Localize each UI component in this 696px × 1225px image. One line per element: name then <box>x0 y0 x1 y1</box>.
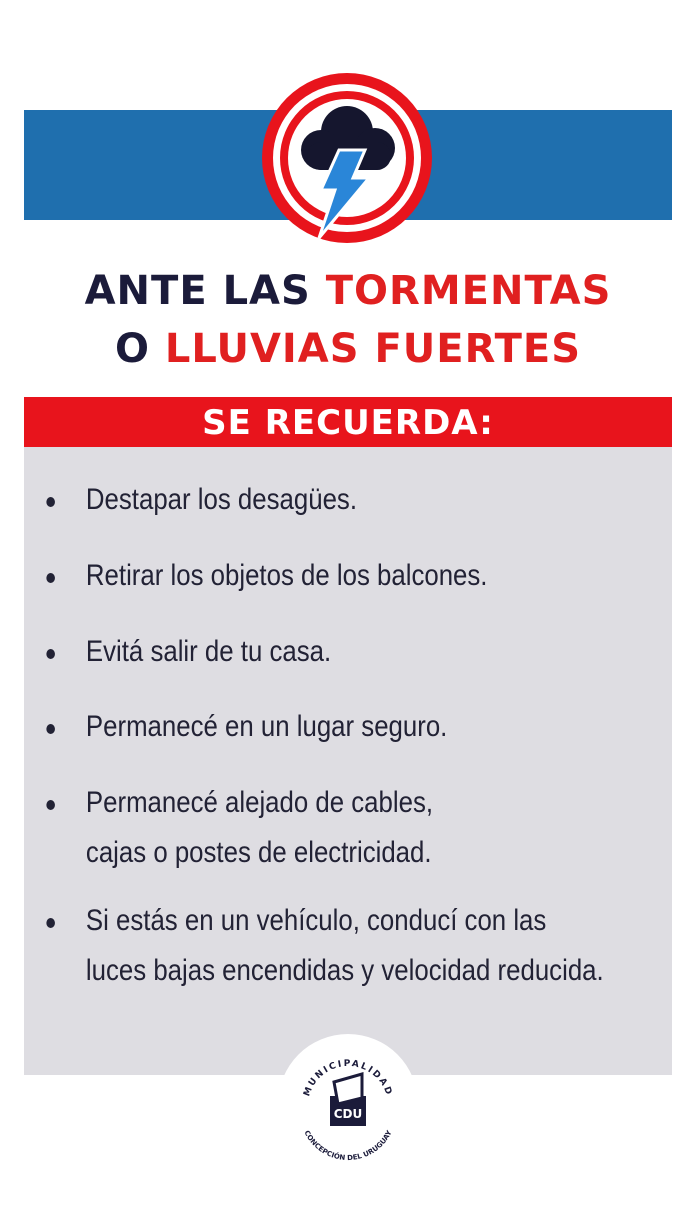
tip-text: Evitá salir de tu casa. <box>85 635 332 668</box>
tips-panel <box>24 447 672 1075</box>
bullet-icon <box>46 573 55 583</box>
bullet-icon <box>46 497 55 507</box>
logo-bottom-text: CONCEPCIÓN DEL URUGUAY <box>302 1129 394 1163</box>
tip-text: Retirar los objetos de los balcones. <box>85 559 488 592</box>
title-highlight-1: TORMENTAS <box>325 268 612 314</box>
bullet-icon <box>46 724 55 734</box>
page-title-line1 <box>0 268 696 314</box>
tip-text-continued: luces bajas encendidas y velocidad reducida. <box>85 954 604 987</box>
logo-center-text: CDU <box>333 1107 363 1121</box>
storm-icon <box>259 70 435 246</box>
svg-text:CONCEPCIÓN DEL URUGUAY <box>303 1128 394 1162</box>
reminder-banner: SE RECUERDA: <box>24 397 672 447</box>
page-title-line2 <box>0 326 696 372</box>
municipal-logo <box>278 1034 418 1174</box>
logo-graphic <box>278 1034 418 1174</box>
tip-text: Permanecé alejado de cables, <box>85 786 434 819</box>
title-prefix-1: ANTE LAS <box>84 268 326 314</box>
title-prefix-2: O <box>114 326 165 372</box>
tip-text: Destapar los desagües. <box>85 483 357 516</box>
tip-text: Permanecé en un lugar seguro. <box>85 710 448 743</box>
bullet-icon <box>46 918 55 928</box>
bullet-icon <box>46 649 55 659</box>
bullet-icon <box>46 800 55 810</box>
title-highlight-2: LLUVIAS FUERTES <box>164 326 582 372</box>
tip-text-continued: cajas o postes de electricidad. <box>85 836 432 869</box>
tip-text: Si estás en un vehículo, conducí con las <box>85 904 547 937</box>
logo-top-text: MUNICIPALIDAD <box>302 1058 394 1098</box>
